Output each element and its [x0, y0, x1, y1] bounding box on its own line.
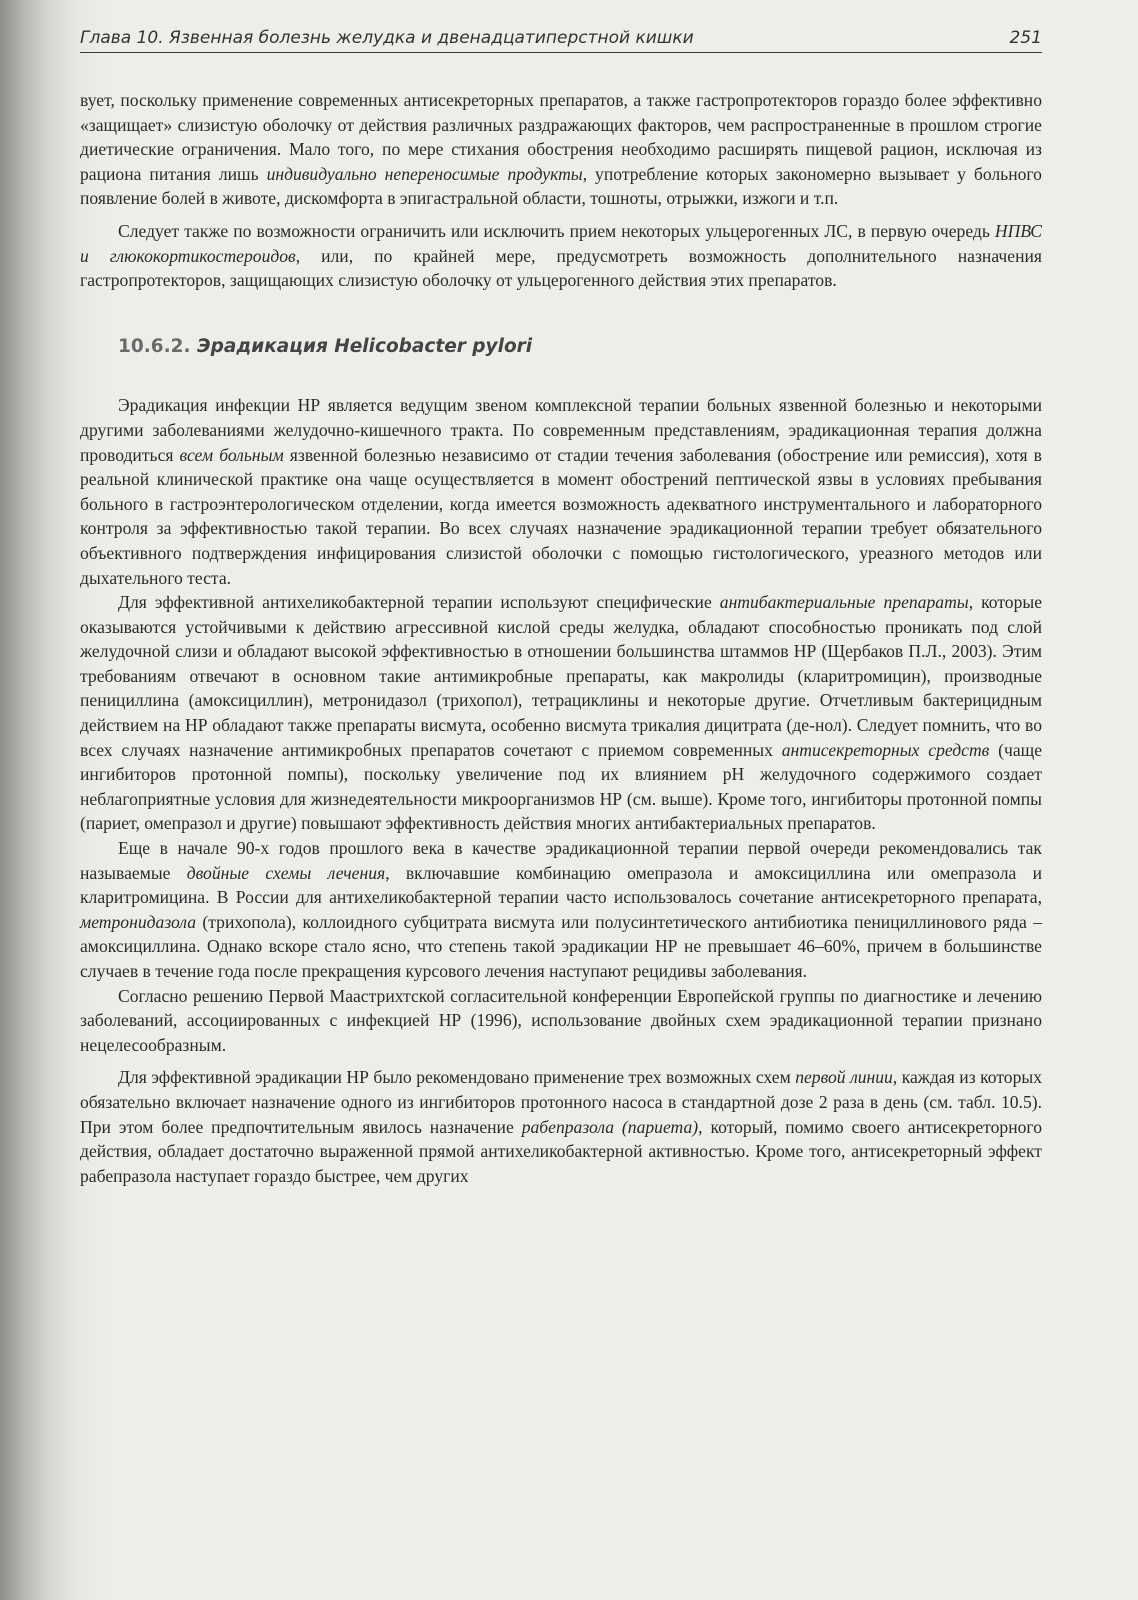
paragraph: вует, поскольку применение современных антисекреторных препаратов, а также гастропротекторов гораздо более эффективно «защищает» слизистую оболочку от действия различных раздражающих факторов, чем распространенные в прошлом строгие диетические ограничения. Мало того, по мере стихания обострения необходимо расширять пищевой рацион, исключая из рациона питания лишь индивидуально непереносимые продукты, употребление которых закономерно вызывает у больного появление болей в животе, дискомфорта в эпигастральной области, тошноты, отрыжки, изжоги и т.п. [80, 90, 1042, 209]
page-number: 251 [1009, 28, 1042, 48]
section-number: 10.6.2. [118, 335, 191, 357]
paragraph: Для эффективной эрадикации НР было рекомендовано применение трех возможных схем первой линии, каждая из которых обязательно включает назначение одного из ингибиторов протонного насоса в стандартной дозе 2 раза в день (см. табл. 10.5). При этом более предпочтительным явилось назначение рабепразола (париета), который, помимо своего антисекреторного действия, обладает достаточно выраженной прямой антихеликобактерной активностью. Кроме того, антисекреторный эффект рабепразола наступает гораздо быстрее, чем других [80, 1067, 1042, 1186]
chapter-title: Глава 10. Язвенная болезнь желудка и двенадцатиперстной кишки [80, 28, 694, 48]
section-title: Эрадикация Helicobacter pylori [197, 335, 533, 357]
paragraph: Следует также по возможности ограничить или исключить прием некоторых ульцерогенных ЛС, в первую очередь НПВС и глюкокортикостероидов, или, по крайней мере, предусмотреть возможность дополнительного назначения гастропротекторов, защищающих слизистую оболочку от ульцерогенного действия этих препаратов. [80, 220, 1042, 291]
paragraph: Согласно решению Первой Маастрихтской согласительной конференции Европейской группы по диагностике и лечению заболеваний, ассоциированных с инфекцией НР (1996), использование двойных схем эрадикационной терапии признано нецелесообразным. [80, 985, 1042, 1055]
section-heading [80, 335, 1042, 360]
paragraph: Для эффективной антихеликобактерной терапии используют специфические антибактериальные препараты, которые оказываются устойчивыми к действию агрессивной кислой среды желудка, обладают способностью проникать под слой желудочной слизи и обладают высокой эффективностью в отношении большинства штаммов НР (Щербаков П.Л., 2003). Этим требованиям отвечают в основном такие антимикробные препараты, как макролиды (кларитромицин), производные пенициллина (амоксициллин), метронидазол (трихопол), тетрациклины и некоторые другие. Отчетливым бактерицидным действием на НР обладают также препараты висмута, особенно висмута трикалия дицитрата (де-нол). Следует помнить, что во всех случаях назначение антимикробных препаратов сочетают с приемом современных антисекреторных средств (чаще ингибиторов протонной помпы), поскольку увеличение под их влиянием pH желудочного содержимого создает неблагоприятные условия для жизнедеятельности микроорганизмов НР (см. выше). Кроме того, ингибиторы протонной помпы (париет, омепразол и другие) повышают эффективность действия многих антибактериальных препаратов. [80, 592, 1043, 834]
running-header [80, 26, 1042, 53]
paragraph: Эрадикация инфекции НР является ведущим звеном комплексной терапии больных язвенной болезнью и некоторыми другими заболеваниями желудочно-кишечного тракта. По современным представлениям, эрадикационная терапия должна проводиться всем больным язвенной болезнью независимо от стадии течения заболевания (обострение или ремиссия), хотя в реальной клинической практике она чаще осуществляется в момент обострений пептической язвы в условиях пребывания больного в гастроэнтерологическом отделении, когда имеется возможность адекватного инструментального и лабораторного контроля за эффективностью такой терапии. Во всех случаях назначение эрадикационной терапии требует обязательного объективного подтверждения инфицирования слизистой оболочки с помощью гистологического, уреазного методов или дыхательного теста. [80, 395, 1042, 588]
page-body [80, 88, 1042, 1188]
paragraph: Еще в начале 90-х годов прошлого века в качестве эрадикационной терапии первой очереди рекомендовались так называемые двойные схемы лечения, включавшие комбинацию омепразола и амоксициллина или омепразола и кларитромицина. В России для антихеликобактерной терапии часто использовалось сочетание антисекреторного препарата, метронидазола (трихопола), коллоидного субцитрата висмута или полусинтетического антибиотика пенициллинового ряда – амоксициллина. Однако вскоре стало ясно, что степень такой эрадикации НР не превышает 46–60%, причем в большинстве случаев в течение года после прекращения курсового лечения наступают рецидивы заболевания. [80, 838, 1042, 981]
